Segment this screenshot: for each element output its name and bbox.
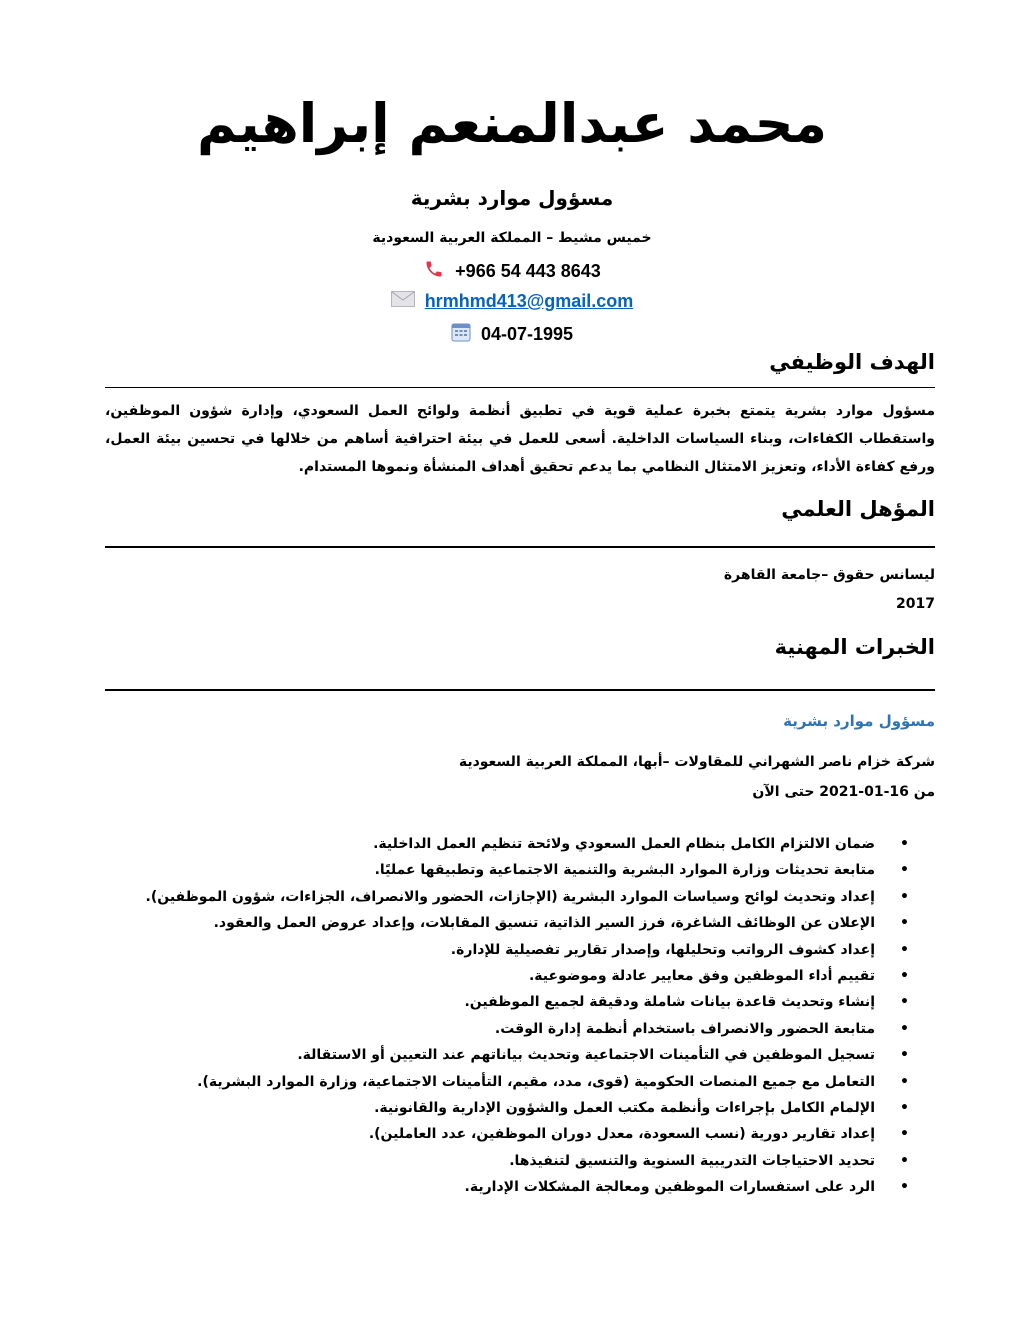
email [0, 291, 1024, 312]
phone-icon [423, 259, 445, 284]
list-item: • إعداد وتحديث لوائح وسياسات الموارد البشرية (الإجازات، الحضور والانصراف، الجزاءات، شؤون الموظفين). [135, 884, 935, 910]
list-item: • إعداد كشوف الرواتب وتحليلها، وإصدار تقارير تفصيلية للإدارة. [135, 937, 935, 963]
phone-number: +966 54 443 8643 [455, 261, 601, 281]
divider [105, 689, 935, 691]
envelope-icon [391, 291, 415, 312]
candidate-name: محمد عبدالمنعم إبراهيم [196, 92, 828, 155]
location [0, 230, 1024, 246]
job-company: شركة خزام ناصر الشهراني للمقاولات –أبها، المملكة العربية السعودية [458, 754, 935, 770]
birth-date-text: 04-07-1995 [480, 324, 574, 344]
list-item: • متابعة تحديثات وزارة الموارد البشرية والتنمية الاجتماعية وتطبيقها عمليًا. [135, 857, 935, 883]
objective-heading: الهدف الوظيفي [769, 350, 935, 374]
list-item: • التعامل مع جميع المنصات الحكومية (قوى، مدد، مقيم، التأمينات الاجتماعية، وزارة الموارد البشرية). [135, 1069, 935, 1095]
calendar-icon [451, 322, 471, 347]
list-item: • إنشاء وتحديث قاعدة بيانات شاملة ودقيقة لجميع الموظفين. [135, 989, 935, 1015]
job-title: مسؤول موارد بشرية [783, 712, 935, 730]
experience-heading: الخبرات المهنية [774, 635, 935, 659]
phone [0, 259, 1024, 284]
list-item: • الإلمام الكامل بإجراءات وأنظمة مكتب العمل والشؤون الإدارية والقانونية. [135, 1095, 935, 1121]
list-item: • الإعلان عن الوظائف الشاغرة، فرز السير الذاتية، تنسيق المقابلات، وإعداد عروض العمل والعقود. [135, 910, 935, 936]
birth-date [0, 322, 1024, 347]
divider [105, 546, 935, 548]
education-degree: ليسانس حقوق –جامعة القاهرة [723, 567, 935, 583]
objective-text: مسؤول موارد بشرية يتمتع بخبرة عملية قوية في تطبيق أنظمة ولوائح العمل السعودي، وإدارة شؤون الموظفين، واستقطاب الكفاءات، وبناء السياسات الداخلية. أسعى للعمل في بيئة احترافية أساهم من خلالها في تحسين بيئة العمل، ورفع كفاءة الأداء، وتعزيز الامتثال النظامي بما يدعم تحقيق أهداف المنشأة ونموها المستدام. [105, 403, 935, 475]
list-item: • تحديد الاحتياجات التدريبية السنوية والتنسيق لتنفيذها. [135, 1148, 935, 1174]
list-item: • تسجيل الموظفين في التأمينات الاجتماعية وتحديث بياناتهم عند التعيين أو الاستقالة. [135, 1042, 935, 1068]
list-item: • تقييم أداء الموظفين وفق معايير عادلة وموضوعية. [135, 963, 935, 989]
list-item: • الرد على استفسارات الموظفين ومعالجة المشكلات الإدارية. [135, 1174, 935, 1200]
list-item: • إعداد تقارير دورية (نسب السعودة، معدل دوران الموظفين، عدد العاملين). [135, 1121, 935, 1147]
list-item: • متابعة الحضور والانصراف باستخدام أنظمة إدارة الوقت. [135, 1016, 935, 1042]
job-duties-list [135, 831, 935, 1201]
candidate-title: مسؤول موارد بشرية [410, 186, 614, 210]
email-link[interactable]: hrmhmd413@gmail.com [424, 291, 634, 311]
divider [105, 387, 935, 388]
location-text: خميس مشيط – المملكة العربية السعودية [372, 230, 652, 246]
list-item: • ضمان الالتزام الكامل بنظام العمل السعودي ولائحة تنظيم العمل الداخلية. [135, 831, 935, 857]
job-period: من 16-01-2021 حتى الآن [752, 784, 935, 800]
education-year: 2017 [896, 596, 935, 612]
education-heading: المؤهل العلمي [781, 497, 935, 521]
